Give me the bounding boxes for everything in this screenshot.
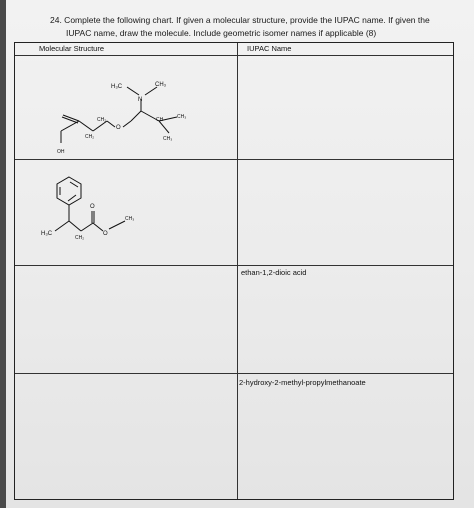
mol1-label-o: O (116, 125, 121, 131)
row-4-iupac-name: 2-hydroxy-2-methyl-propylmethanoate (239, 378, 366, 387)
question-line-2: IUPAC name, draw the molecule. Include geometric isomer names if applicable (8) (66, 28, 377, 38)
header-molecular-structure: Molecular Structure (39, 44, 105, 53)
mol1-label-ch3-top: CH₃ (155, 82, 167, 88)
molecule-1-structure (41, 73, 221, 157)
mol1-label-h3c: H₃C (111, 84, 123, 90)
mol2-label-o-ester: O (103, 231, 108, 237)
molecule-2-structure (33, 175, 183, 255)
mol2-label-h3c: H₃C (41, 231, 53, 237)
iupac-chart-table (14, 42, 454, 500)
row-divider-2 (15, 265, 453, 266)
mol1-label-oh: OH (57, 149, 65, 155)
row-3-iupac-name: ethan-1,2-dioic acid (241, 268, 307, 277)
mol1-label-ch3-lower: CH₃ (163, 136, 173, 142)
mol2-label-ch3-top: CH₃ (125, 216, 135, 222)
mol1-label-ch3-right: CH₃ (177, 114, 187, 120)
mol2-label-o-carbonyl: O (90, 204, 95, 210)
mol2-label-ch2: CH₂ (75, 235, 85, 241)
mol1-label-ch: CH (156, 117, 164, 123)
mol1-label-ch2-left: CH₂ (97, 117, 107, 123)
worksheet-page (6, 0, 474, 508)
column-divider (237, 43, 238, 499)
mol1-label-n: N (138, 97, 143, 103)
header-iupac-name: IUPAC Name (247, 44, 292, 53)
question-line-1: 24. Complete the following chart. If given a molecular structure, provide the IUPAC name. If given the (50, 15, 430, 25)
mol1-label-ch2-lower: CH₂ (85, 134, 95, 140)
row-divider-1 (15, 159, 453, 160)
header-divider (15, 55, 453, 56)
row-divider-3 (15, 373, 453, 374)
